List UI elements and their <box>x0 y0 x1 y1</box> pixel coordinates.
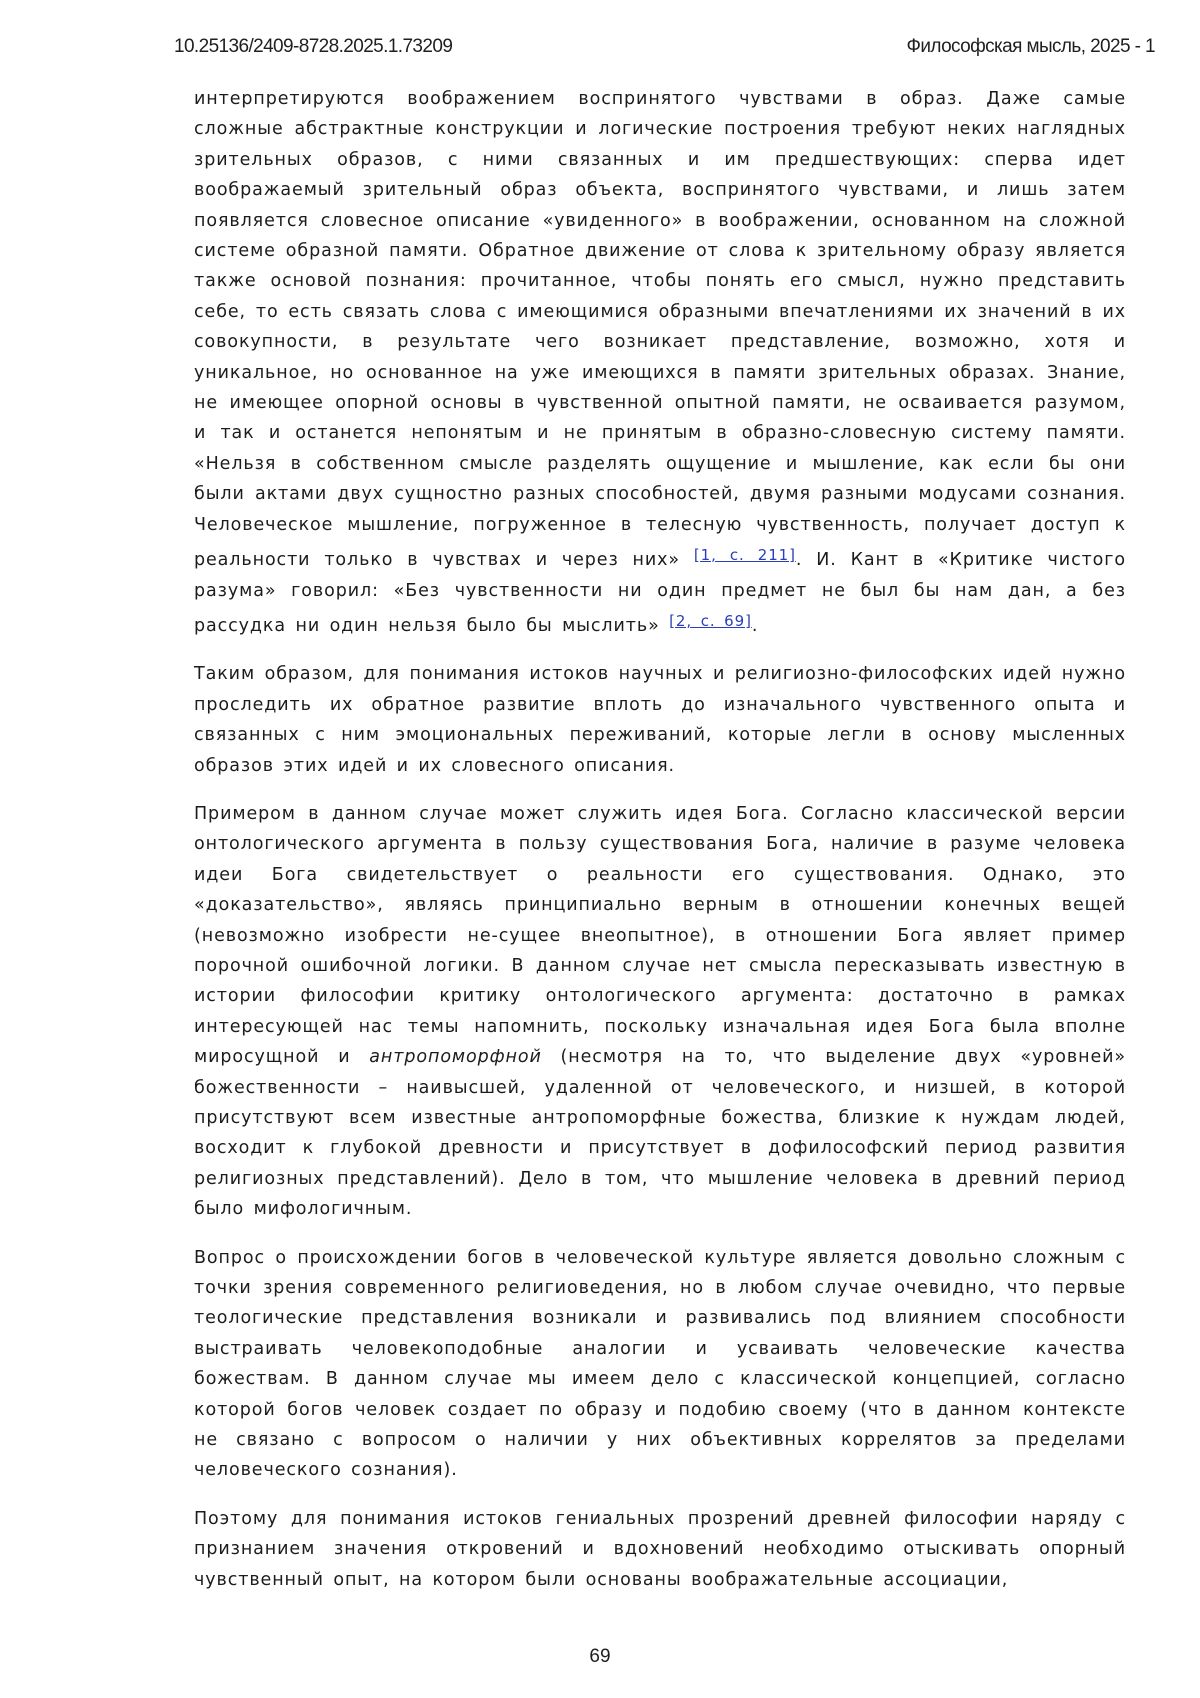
paragraph-3 <box>194 799 1126 1225</box>
citation-link-1[interactable]: [1, с. 211] <box>694 546 796 564</box>
paragraph-3-text-b: (несмотря на то, что выделение двух «уровней» божественности – наивысшей, удаленной от человеческого, и низшей, в которой присутствуют всем известные антропоморфные божества, близкие к нуждам людей, восходит к глубокой древности и присутствует в дофилософский период развития религиозных представлений). Дело в том, что мышление человека в древний период было мифологичным. <box>194 1047 1126 1219</box>
paragraph-3-text-a: Примером в данном случае может служить идея Бога. Согласно классической версии онтологического аргумента в пользу существования Бога, наличие в разуме человека идеи Бога свидетельствует о реальности его существования. Однако, это «доказательство», являясь принципиально верным в отношении конечных вещей (невозможно изобрести не-сущее внеопытное), в отношении Бога являет пример порочной ошибочной логики. В данном случае нет смысла пересказывать известную в истории философии критику онтологического аргумента: достаточно в рамках интересующей нас темы напомнить, поскольку изначальная идея Бога была вполне миросущной и <box>194 804 1126 1067</box>
running-head <box>174 36 1155 62</box>
paragraph-2: Таким образом, для понимания истоков научных и религиозно-философских идей нужно проследить их обратное развитие вплоть до изначального чувственного опыта и связанных с ним эмоциональных переживаний, которые легли в основу мысленных образов этих идей и их словесного описания. <box>194 659 1126 781</box>
paragraph-4: Вопрос о происхождении богов в человеческой культуре является довольно сложным с точки зрения современного религиоведения, но в любом случае очевидно, что первые теологические представления возникали и развивались под влиянием способности выстраивать человекоподобные аналогии и усваивать человеческие качества божествам. В данном случае мы имеем дело с классической концепцией, согласно которой богов человек создает по образу и подобию своему (что в данном контексте не связано с вопросом о наличии у них объективных коррелятов за пределами человеческого сознания). <box>194 1243 1126 1486</box>
doi-label: 10.25136/2409-8728.2025.1.73209 <box>174 36 452 58</box>
paragraph-1-text-a: интерпретируются воображением воспринятого чувствами в образ. Даже самые сложные абстрактные конструкции и логические построения требуют неких наглядных зрительных образов, с ними связанных и им предшествующих: сперва идет воображаемый зрительный образ объекта, воспринятого чувствами, и лишь затем появляется словесное описание «увиденного» в воображении, основанном на сложной системе образной памяти. Обратное движение от слова к зрительному образу является также основой познания: прочитанное, чтобы понять его смысл, нужно представить себе, то есть связать слова с имеющимися образными впечатлениями их значений в их совокупности, в результате чего возникает представление, возможно, хотя и уникальное, но основанное на уже имеющихся в памяти зрительных образах. Знание, не имеющее опорной основы в чувственной опытной памяти, не осваивается разумом, и так и останется непонятым и не принятым в образно-словесную систему памяти. «Нельзя в собственном смысле разделять ощущение и мышление, как если бы они были актами двух сущностно разных способностей, двумя разными модусами сознания. Человеческое мышление, погруженное в телесную чувственность, получает доступ к реальности только в чувствах и через них» <box>194 89 1126 570</box>
citation-link-2[interactable]: [2, с. 69] <box>669 612 752 630</box>
paragraph-1 <box>194 84 1126 641</box>
journal-issue-label: Философская мысль, 2025 - 1 <box>907 36 1155 58</box>
paragraph-1-text-b: . И. Кант в «Критике чистого разума» говорил: «Без чувственности ни один предмет не был бы нам дан, а без рассудка ни один нельзя было бы мыслить» <box>194 550 1126 636</box>
paragraph-1-text-c: . <box>752 616 758 636</box>
paragraph-5: Поэтому для понимания истоков гениальных прозрений древней философии наряду с признанием значения откровений и вдохновений необходимо отыскивать опорный чувственный опыт, на котором были основаны воображательные ассоциации, <box>194 1504 1126 1595</box>
article-body <box>194 84 1126 1613</box>
page-number: 69 <box>0 1646 1200 1668</box>
paragraph-3-emphasis: антропоморфной <box>369 1047 541 1067</box>
